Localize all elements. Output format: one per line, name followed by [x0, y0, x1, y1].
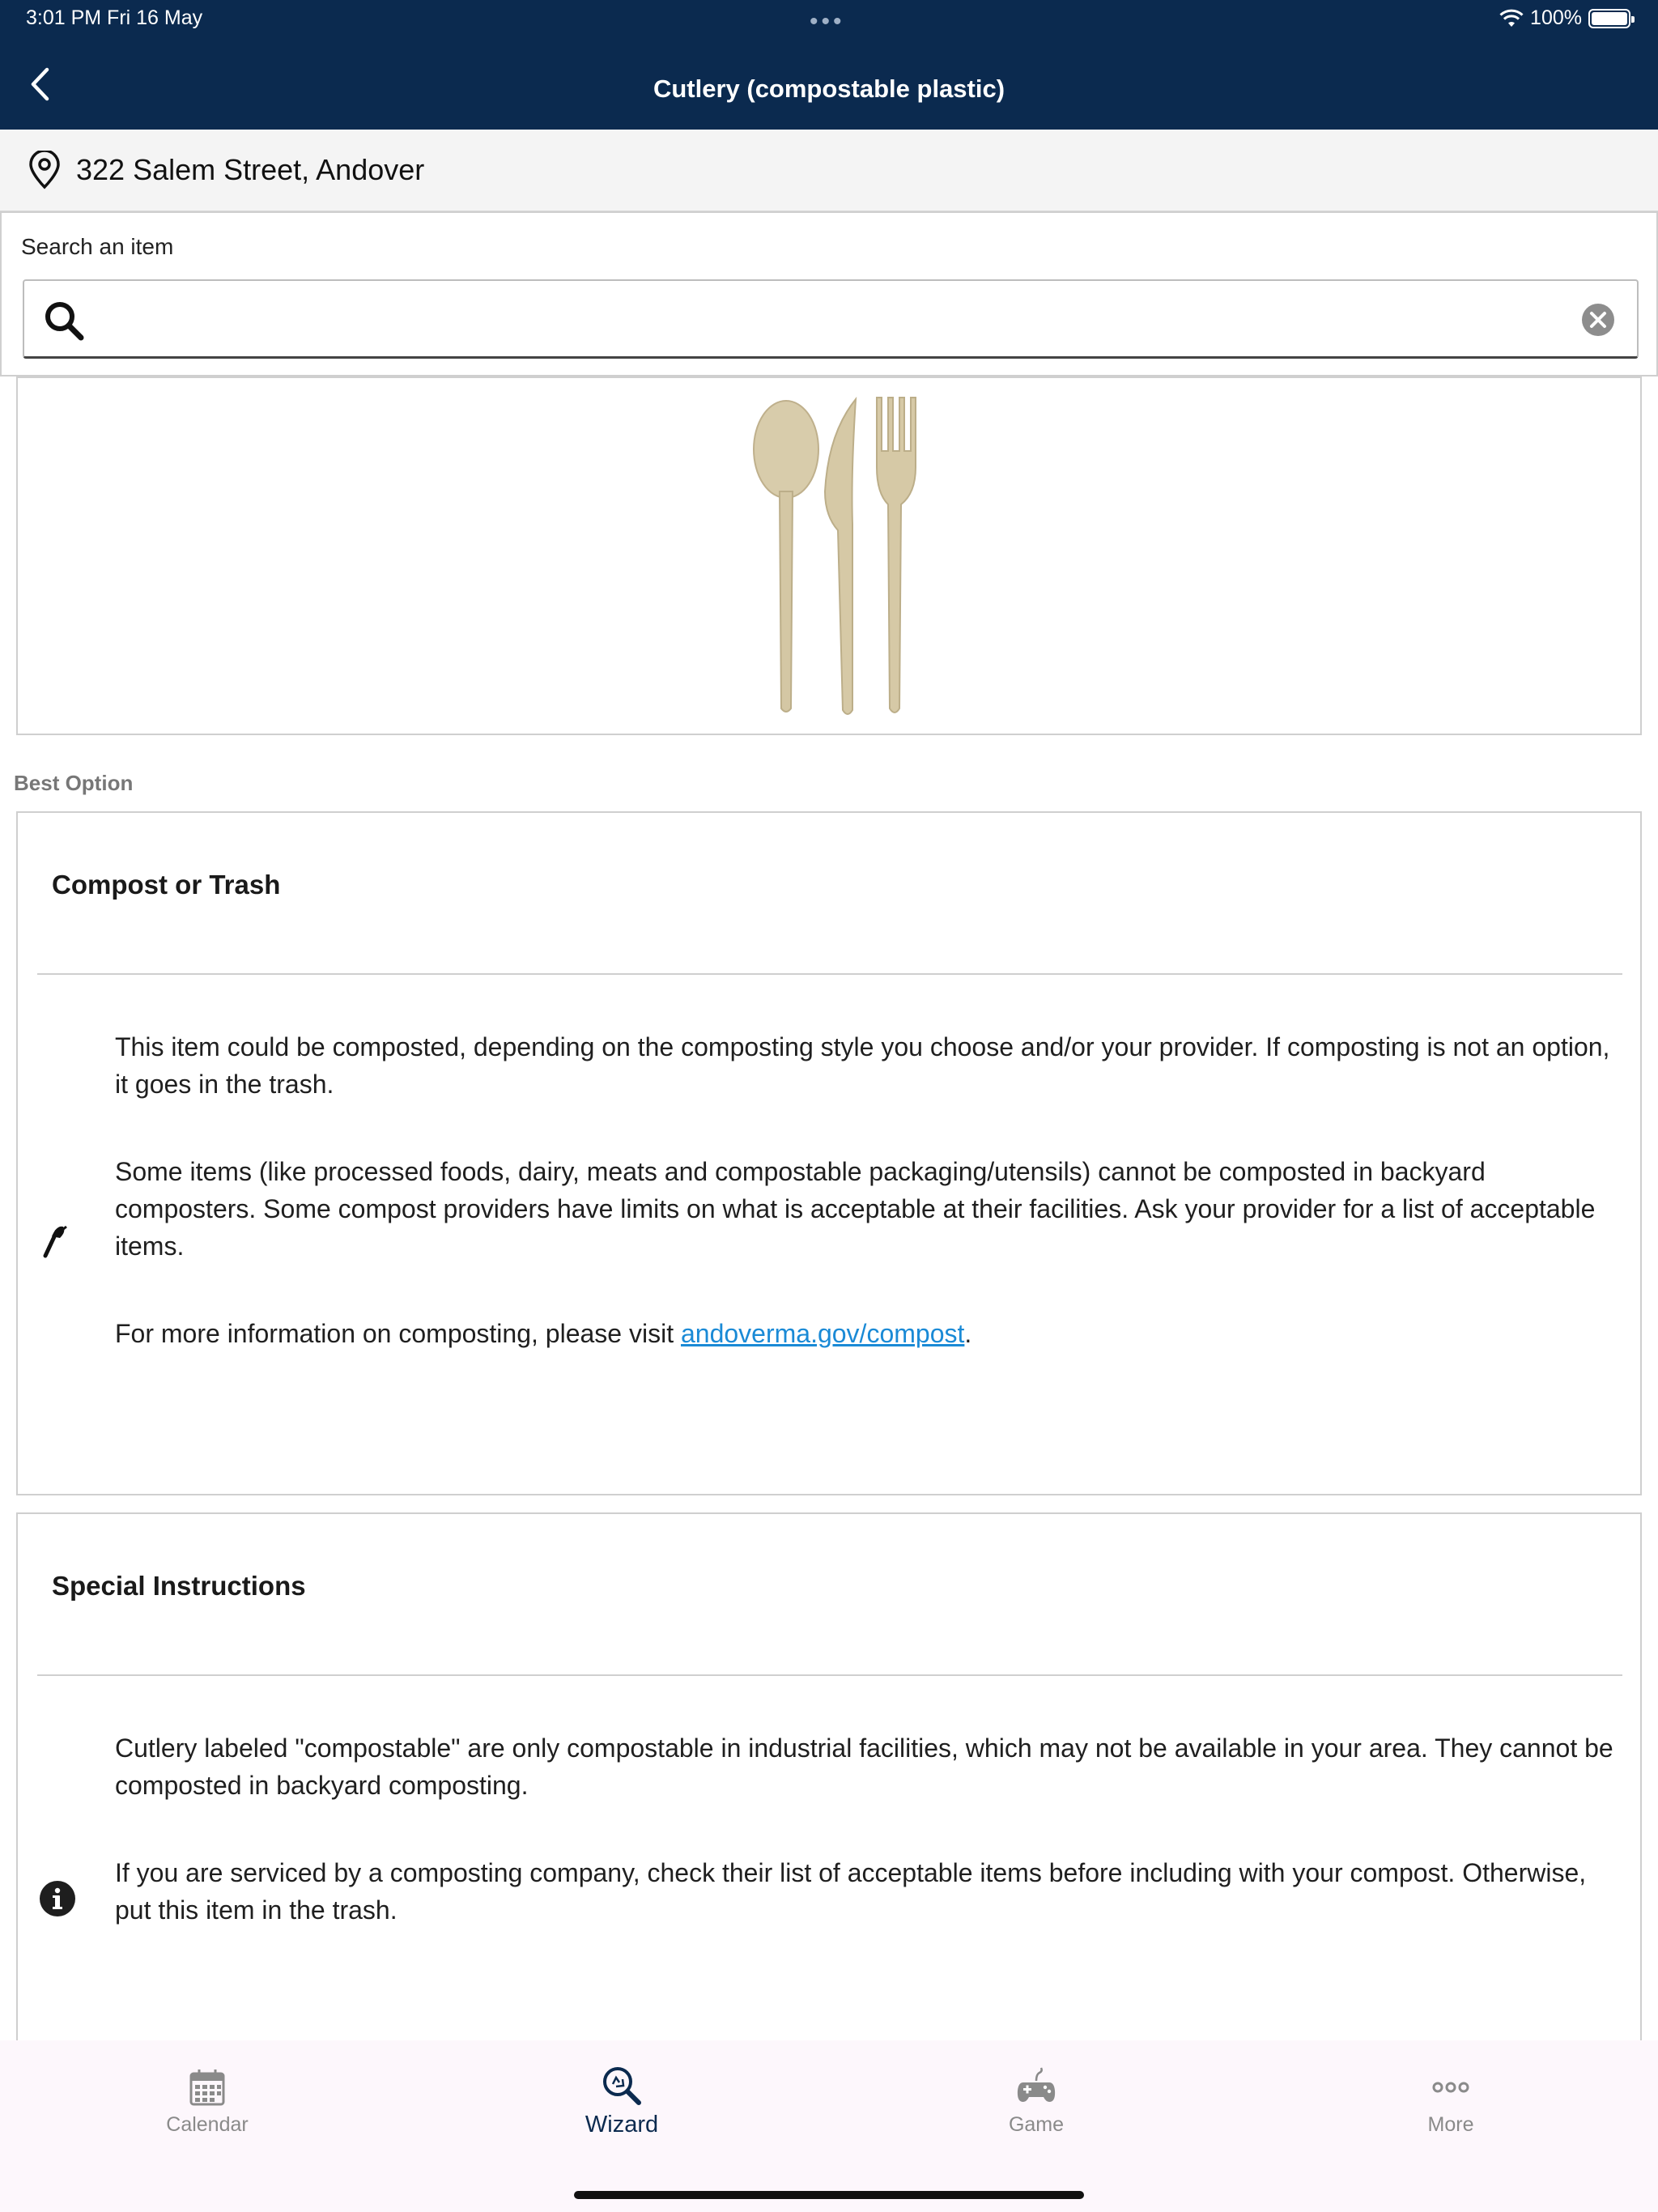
special-instructions-card: [16, 1512, 1642, 2040]
location-address: 322 Salem Street, Andover: [76, 153, 425, 186]
card-paragraph: If you are serviced by a composting company, check their list of acceptable items before including with your compost. Otherwise, put this item in the trash.: [115, 1858, 1587, 1925]
tab-wizard[interactable]: [414, 2040, 829, 2162]
tab-label: Calendar: [166, 2112, 249, 2136]
page-title: Cutlery (compostable plastic): [653, 74, 1005, 103]
card-divider: [37, 1674, 1622, 1676]
clear-search-icon[interactable]: [1580, 302, 1616, 338]
bottom-tab-bar: [0, 2040, 1658, 2212]
card-body: [115, 1729, 1621, 1929]
home-indicator[interactable]: [574, 2191, 1084, 2199]
compost-pencil-icon: [39, 1222, 76, 1259]
tab-game[interactable]: [829, 2040, 1244, 2162]
card-paragraph: Some items (like processed foods, dairy, meats and compostable packaging/utensils) cannot be composted in backyard composters. Some compost providers have limits on what is acceptable at their facilities. Ask your provider for a list of acceptable items.: [115, 1157, 1596, 1261]
status-right: [1499, 6, 1630, 30]
card-paragraph: This item could be composted, depending on the composting style you choose and/or your provider. If composting is not an option, it goes in the trash.: [115, 1032, 1610, 1099]
card-divider: [37, 973, 1622, 975]
card-title: Compost or Trash: [52, 870, 281, 900]
multitasking-dots-icon[interactable]: •••: [810, 8, 845, 35]
tab-label: More: [1427, 2112, 1474, 2136]
card-body: [115, 1028, 1621, 1352]
tab-label: Wizard: [585, 2111, 659, 2138]
tab-label: Game: [1008, 2112, 1065, 2136]
location-pin-icon: [28, 151, 62, 189]
search-section: [0, 211, 1658, 376]
calendar-icon: [186, 2066, 228, 2108]
search-input[interactable]: [102, 292, 1575, 347]
location-bar[interactable]: [0, 130, 1658, 211]
status-time: 3:01 PM Fri 16 May: [26, 6, 203, 29]
gamepad-icon: [1015, 2066, 1057, 2108]
link-suffix: .: [964, 1319, 972, 1348]
info-icon: [39, 1880, 76, 1917]
card-title: Special Instructions: [52, 1571, 306, 1601]
best-option-label: Best Option: [14, 771, 134, 795]
search-box[interactable]: [23, 279, 1639, 359]
app-header: [0, 0, 1658, 130]
more-dots-icon: [1430, 2066, 1472, 2108]
tab-calendar[interactable]: [0, 2040, 414, 2162]
battery-icon: [1588, 9, 1630, 28]
card-paragraph-link: [115, 1315, 1621, 1352]
compost-or-trash-card: [16, 811, 1642, 1495]
search-icon: [42, 299, 86, 342]
item-image-panel: [16, 376, 1642, 735]
cutlery-image: [734, 394, 945, 718]
card-paragraph: Cutlery labeled "compostable" are only compostable in industrial facilities, which may not be available in your area. They cannot be composted in backyard composting.: [115, 1733, 1613, 1800]
compost-link[interactable]: andoverma.gov/compost: [680, 1319, 965, 1348]
wifi-icon: [1499, 9, 1524, 28]
battery-percent: 100%: [1530, 6, 1582, 29]
tab-more[interactable]: [1244, 2040, 1658, 2162]
recycle-search-icon: [601, 2065, 643, 2107]
link-prefix: For more information on composting, please visit: [115, 1319, 681, 1348]
search-label: Search an item: [21, 234, 174, 259]
